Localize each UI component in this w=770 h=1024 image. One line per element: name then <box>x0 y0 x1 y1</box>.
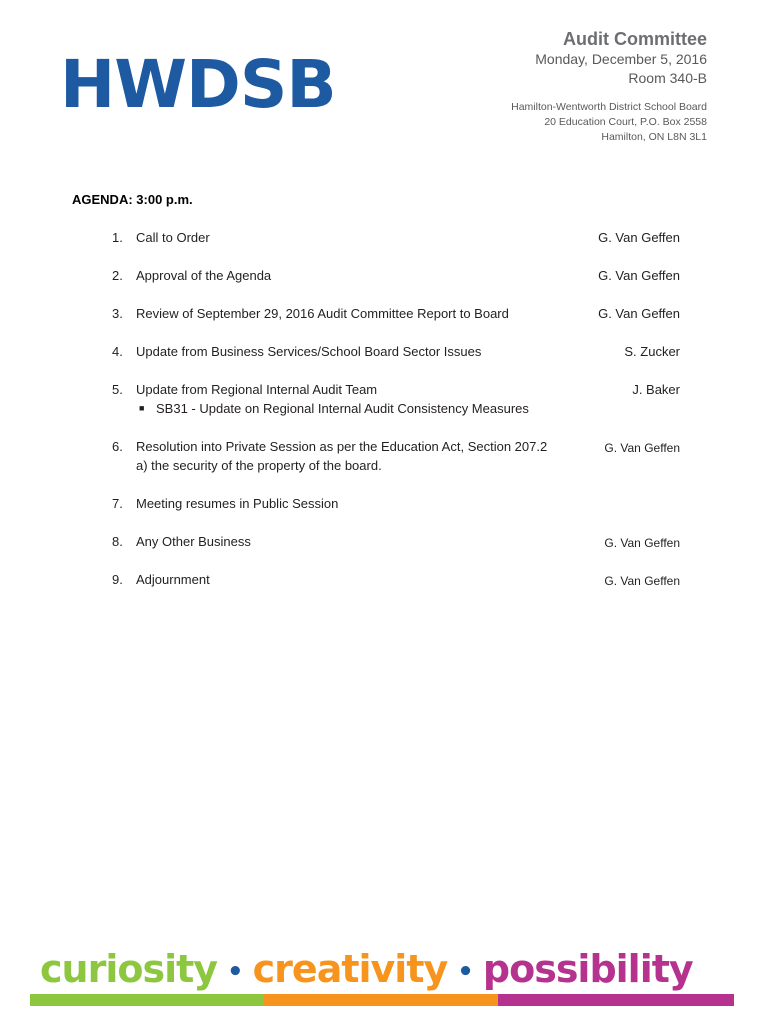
address-line: 20 Education Court, P.O. Box 2558 <box>544 116 707 128</box>
agenda-item <box>112 437 680 475</box>
footer-stripe-magenta <box>498 994 734 1006</box>
hwdsb-logo: HWDSB <box>60 46 336 123</box>
item-text: Call to Order <box>136 230 210 245</box>
agenda-item <box>112 532 680 551</box>
agenda-item <box>112 570 680 589</box>
item-text: Adjournment <box>136 572 210 587</box>
item-number: 8. <box>112 534 123 549</box>
item-presenter: G. Van Geffen <box>598 230 680 245</box>
tagline <box>40 947 693 991</box>
subitem-text: SB31 - Update on Regional Internal Audit Consistency Measures <box>156 401 529 416</box>
tagline-curiosity: curiosity <box>40 947 218 991</box>
agenda-item <box>112 228 680 247</box>
meeting-date: Monday, December 5, 2016 <box>535 51 707 67</box>
item-text: Review of September 29, 2016 Audit Committee Report to Board <box>136 306 509 321</box>
item-text: Meeting resumes in Public Session <box>136 496 339 511</box>
address-line: Hamilton-Wentworth District School Board <box>511 101 707 113</box>
tagline-creativity: creativity <box>252 947 448 991</box>
item-presenter: G. Van Geffen <box>604 574 680 588</box>
square-bullet-icon: ■ <box>139 403 145 413</box>
item-number: 9. <box>112 572 123 587</box>
tagline-separator: • <box>227 956 243 987</box>
address-line: Hamilton, ON L8N 3L1 <box>601 131 707 143</box>
item-number: 7. <box>112 496 123 511</box>
item-presenter: G. Van Geffen <box>604 441 680 455</box>
meeting-room: Room 340-B <box>628 70 707 86</box>
item-presenter: J. Baker <box>632 382 680 397</box>
agenda-item <box>112 266 680 285</box>
item-text: Any Other Business <box>136 534 251 549</box>
agenda-item <box>112 304 680 323</box>
item-number: 4. <box>112 344 123 359</box>
item-text: Approval of the Agenda <box>136 268 272 283</box>
item-number: 1. <box>112 230 123 245</box>
item-number: 5. <box>112 382 123 397</box>
item-number: 3. <box>112 306 123 321</box>
meeting-title: Audit Committee <box>563 29 707 49</box>
agenda-heading: AGENDA: 3:00 p.m. <box>72 192 193 207</box>
footer-stripe-green <box>30 994 264 1006</box>
agenda-item <box>112 380 680 418</box>
item-text: Update from Regional Internal Audit Team <box>136 382 378 397</box>
agenda-item <box>112 494 680 513</box>
item-number: 6. <box>112 439 123 454</box>
item-presenter: G. Van Geffen <box>598 268 680 283</box>
agenda-subitem <box>139 399 680 418</box>
item-presenter: G. Van Geffen <box>598 306 680 321</box>
meeting-header <box>511 28 707 145</box>
item-presenter: G. Van Geffen <box>604 536 680 550</box>
agenda-list <box>112 228 680 589</box>
item-number: 2. <box>112 268 123 283</box>
item-text-continued: a) the security of the property of the board. <box>136 458 382 473</box>
footer-stripe-orange <box>264 994 498 1006</box>
board-address <box>511 100 707 145</box>
tagline-separator: • <box>457 956 473 987</box>
item-presenter: S. Zucker <box>624 344 680 359</box>
item-text: Resolution into Private Session as per the Education Act, Section 207.2 <box>136 439 548 454</box>
agenda-item <box>112 342 680 361</box>
item-text: Update from Business Services/School Board Sector Issues <box>136 344 482 359</box>
tagline-possibility: possibility <box>482 947 693 991</box>
